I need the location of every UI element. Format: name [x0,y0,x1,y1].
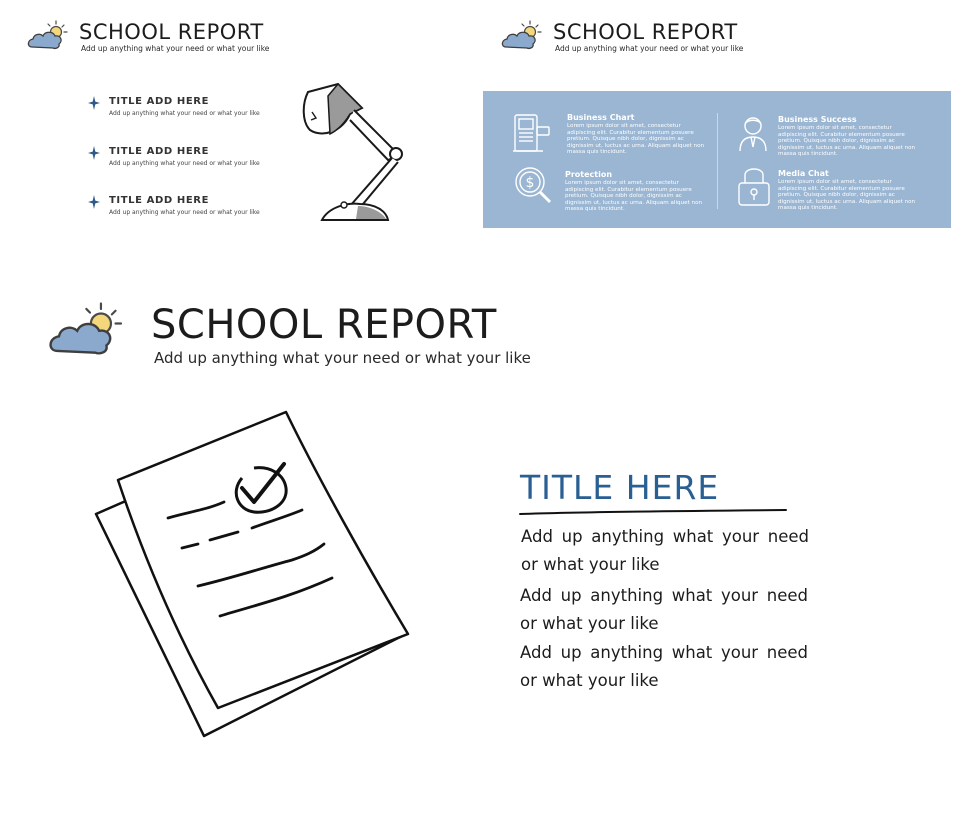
cloud-sun-icon [46,298,134,360]
item-desc: Add up anything what your need or what your like [109,209,260,216]
item-title: TITLE ADD HERE [109,195,210,206]
slide-a-subtitle: Add up anything what your need or what your like [81,44,270,53]
card-text: Lorem ipsum dolor sit amet, consectetur adipiscing elit. Curabitur elementum posuere pretium. Quisque nibh dolor, dignissim ac dignissim ut, luctus ac urna. Aliquam aliquet non massa quis tincidunt. [778,179,916,212]
slide-c-heading: TITLE HERE [520,468,720,507]
businessman-icon [737,115,769,153]
sparkle-icon [88,96,100,110]
slide-a-title: SCHOOL REPORT [79,20,264,44]
paragraph: Add up anything what your need or what your like [520,586,808,633]
item-title: TITLE ADD HERE [109,146,210,157]
divider [717,113,718,209]
card-text: Lorem ipsum dolor sit amet, consectetur adipiscing elit. Curabitur elementum posuere pretium. Quisque nibh dolor, dignissim ac dignissim ut, luctus ac urna. Aliquam aliquet non massa quis tincidunt. [778,125,916,158]
card-heading: Business Success [778,115,857,124]
item-desc: Add up anything what your need or what your like [109,110,260,117]
heading-underline [518,509,788,517]
sparkle-icon [88,195,100,209]
slide-b-title: SCHOOL REPORT [553,20,738,44]
svg-text:$: $ [525,175,535,191]
slide-b-subtitle: Add up anything what your need or what your like [555,44,744,53]
document-checklist-illustration [92,408,412,742]
card-heading: Protection [565,170,613,179]
card-text: Lorem ipsum dolor sit amet, consectetur adipiscing elit. Curabitur elementum posuere pretium. Quisque nibh dolor, dignissim ac dignissim ut, luctus ac urna. Aliquam aliquet non massa quis tincidunt. [565,180,703,213]
sparkle-icon [88,146,100,160]
card-heading: Business Chart [567,113,635,122]
slide-c-title: SCHOOL REPORT [151,302,497,348]
card-text: Lorem ipsum dolor sit amet, consectetur adipiscing elit. Curabitur elementum posuere pretium. Quisque nibh dolor, dignissim ac dignissim ut, luctus ac urna. Aliquam aliquet non massa quis tincidunt. [567,123,705,156]
paragraph: Add up anything what your need or what your like [521,527,809,574]
atm-machine-icon [511,113,553,153]
features-panel [483,91,951,228]
cloud-sun-icon [500,18,548,52]
paragraph: Add up anything what your need or what your like [520,643,808,690]
item-desc: Add up anything what your need or what your like [109,160,260,167]
cloud-sun-icon [26,18,74,52]
padlock-icon [736,165,772,207]
slide-c-subtitle: Add up anything what your need or what your like [154,349,531,367]
desk-lamp-illustration [298,82,408,224]
dollar-search-icon [513,165,553,205]
card-heading: Media Chat [778,169,829,178]
item-title: TITLE ADD HERE [109,96,210,107]
